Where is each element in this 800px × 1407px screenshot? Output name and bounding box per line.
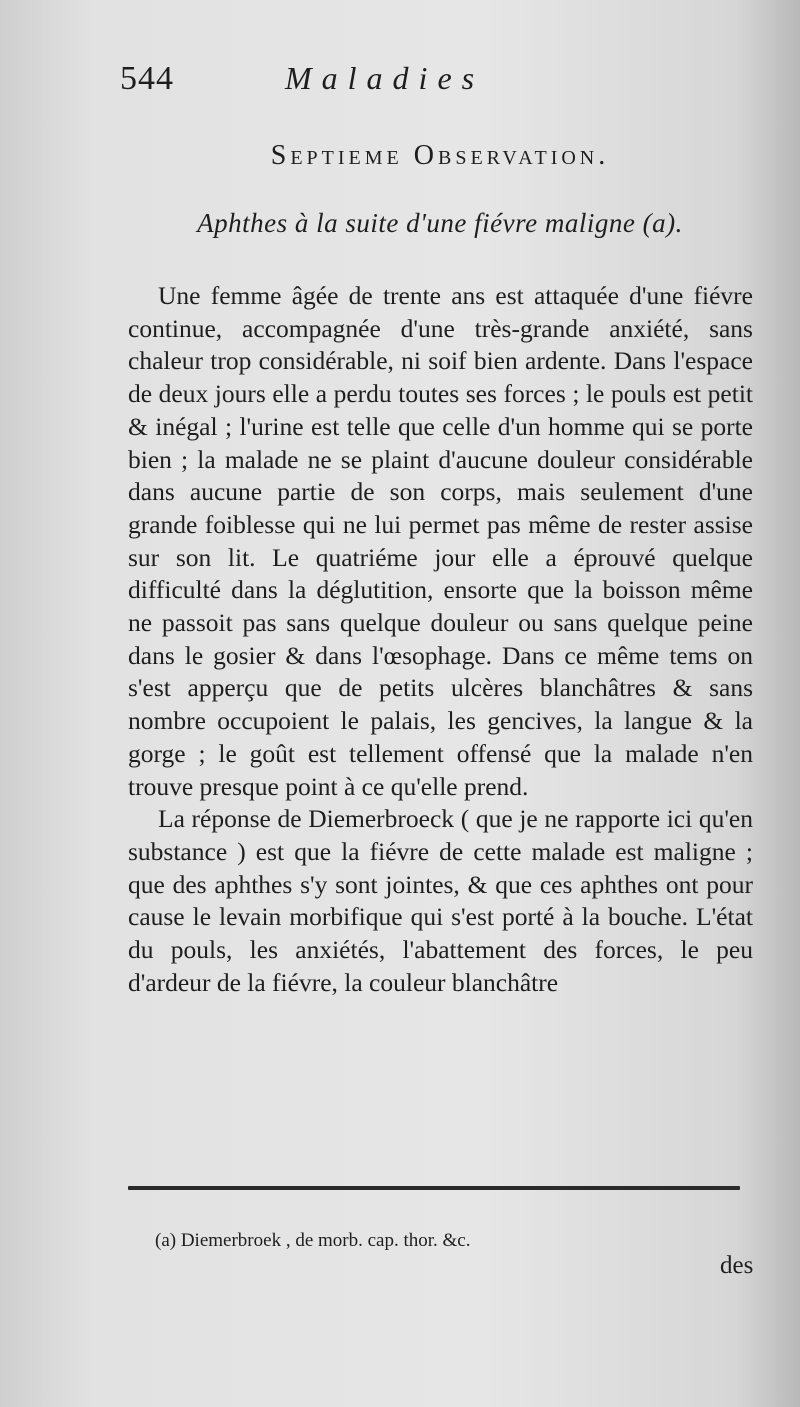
catchword: des xyxy=(720,1252,754,1279)
body-text xyxy=(128,280,753,999)
page-number: 544 xyxy=(120,60,174,97)
section-title: Septieme Observation. xyxy=(270,140,610,171)
footnote: (a) Diemerbroek , de morb. cap. thor. &c. xyxy=(155,1230,471,1251)
running-title: Maladies xyxy=(285,60,485,96)
paragraph-1: Une femme âgée de trente ans est attaquée d'une fiévre continue, accompagnée d'une très-grande anxiété, sans chaleur trop considérable, ni soif bien ardente. Dans l'espace de deux jours elle a perdu toutes ses forces ; le pouls est petit & inégal ; l'urine est telle que celle d'un homme qui se porte bien ; la malade ne se plaint d'aucune douleur considérable dans aucune partie de son corps, mais seulement d'une grande foiblesse qui ne lui permet pas même de rester assise sur son lit. Le quatriéme jour elle a éprouvé quelque difficulté dans la déglutition, ensorte que la boisson même ne passoit pas sans quelque douleur ou sans quelque peine dans le gosier & dans l'œsophage. Dans ce même tems on s'est apperçu que de petits ulcères blanchâtres & sans nombre occupoient le palais, les gencives, la langue & la gorge ; le goût est tellement offensé que la malade n'en trouve presque point à ce qu'elle prend. xyxy=(128,281,753,801)
page-header xyxy=(120,60,760,110)
subtitle: Aphthes à la suite d'une fiévre maligne (a). xyxy=(197,208,683,238)
footnote-rule xyxy=(128,1186,740,1190)
paragraph-2: La réponse de Diemerbroeck ( que je ne rapporte ici qu'en substance ) est que la fiévre de cette malade est maligne ; que des aphthes s'y sont jointes, & que ces aphthes ont pour cause le levain morbifique qui s'est porté à la bouche. L'état du pouls, les anxiétés, l'abattement des forces, le peu d'ardeur de la fiévre, la couleur blanchâtre xyxy=(128,804,753,997)
